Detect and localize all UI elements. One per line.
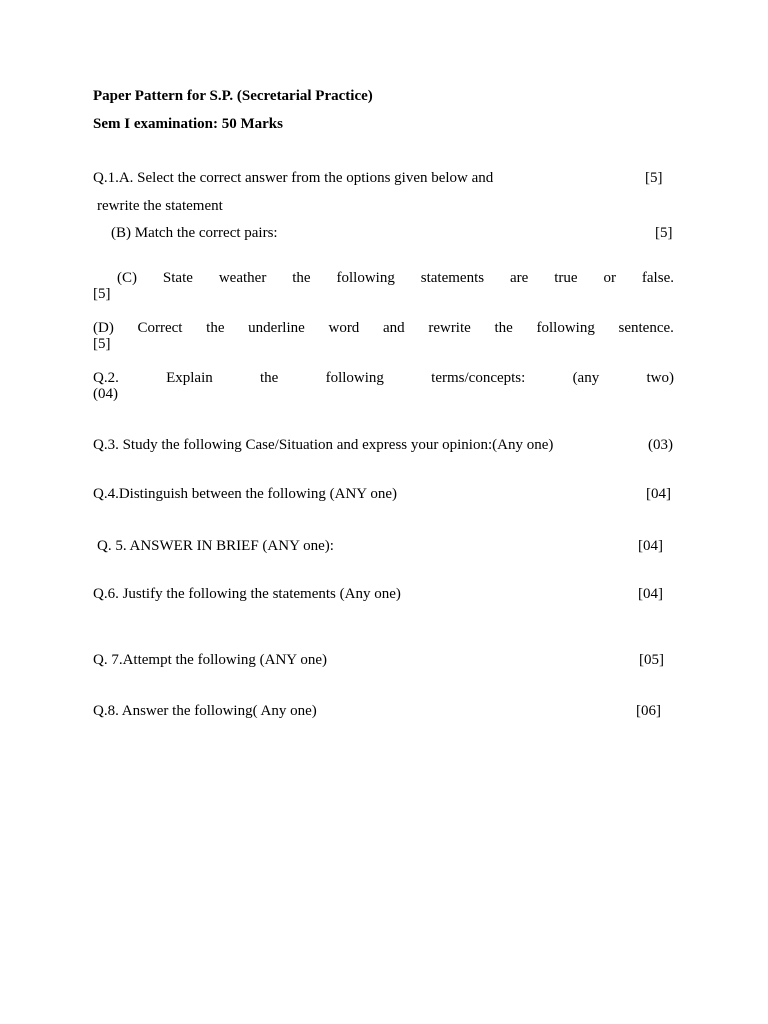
question-1b-marks: [5] [655,225,673,241]
question-1d-word: Correct [137,320,183,336]
document-title: Paper Pattern for S.P. (Secretarial Practice) [93,88,373,104]
question-7-marks: [05] [639,652,664,668]
question-1d-line [93,320,674,337]
question-3-text: Q.3. Study the following Case/Situation and express your opinion:(Any one) [93,437,554,453]
question-1b-text: (B) Match the correct pairs: [111,225,278,241]
question-1c-word: the [292,270,311,286]
question-5-text: Q. 5. ANSWER IN BRIEF (ANY one): [97,538,334,554]
question-2-marks: (04) [93,386,118,402]
question-1c-word: or [603,270,616,286]
question-1d-word: following [536,320,595,336]
question-1c-word: following [336,270,395,286]
question-1d-word: sentence. [618,320,674,336]
question-3-marks: (03) [648,437,673,453]
question-4-text: Q.4.Distinguish between the following (ANY one) [93,486,397,502]
question-6-text: Q.6. Justify the following the statements (Any one) [93,586,401,602]
question-2-word: the [260,370,279,386]
question-1c-word: true [554,270,578,286]
question-8-text: Q.8. Answer the following( Any one) [93,703,317,719]
question-5-marks: [04] [638,538,663,554]
question-1d-word: the [206,320,225,336]
question-1a-continuation: rewrite the statement [97,198,223,214]
question-1c-word: false. [641,270,674,286]
document-subtitle: Sem I examination: 50 Marks [93,116,283,132]
question-1c-line [93,270,674,287]
question-1c-word: statements [420,270,485,286]
question-2-word: two) [646,370,674,386]
question-1c-word: weather [218,270,267,286]
question-1a-marks: [5] [645,170,663,186]
question-4-marks: [04] [646,486,671,502]
question-8-marks: [06] [636,703,661,719]
question-1d-word: rewrite [428,320,471,336]
question-2-word: terms/concepts: [431,370,526,386]
question-1c-marks: [5] [93,286,111,302]
question-1c-word: (C) [117,270,137,286]
question-7-text: Q. 7.Attempt the following (ANY one) [93,652,327,668]
question-1d-word: (D) [93,320,114,336]
question-6-marks: [04] [638,586,663,602]
question-1d-word: the [494,320,513,336]
question-1d-word: and [382,320,405,336]
question-2-line [93,370,674,387]
question-1d-word: word [328,320,360,336]
question-1c-word: State [162,270,193,286]
question-1c-word: are [510,270,529,286]
question-1d-word: underline [248,320,305,336]
question-2-word: (any [572,370,600,386]
question-2-word: Q.2. [93,370,119,386]
question-2-word: Explain [166,370,213,386]
question-1d-marks: [5] [93,336,111,352]
question-1a-text: Q.1.A. Select the correct answer from the options given below and [93,170,494,186]
question-2-word: following [325,370,384,386]
